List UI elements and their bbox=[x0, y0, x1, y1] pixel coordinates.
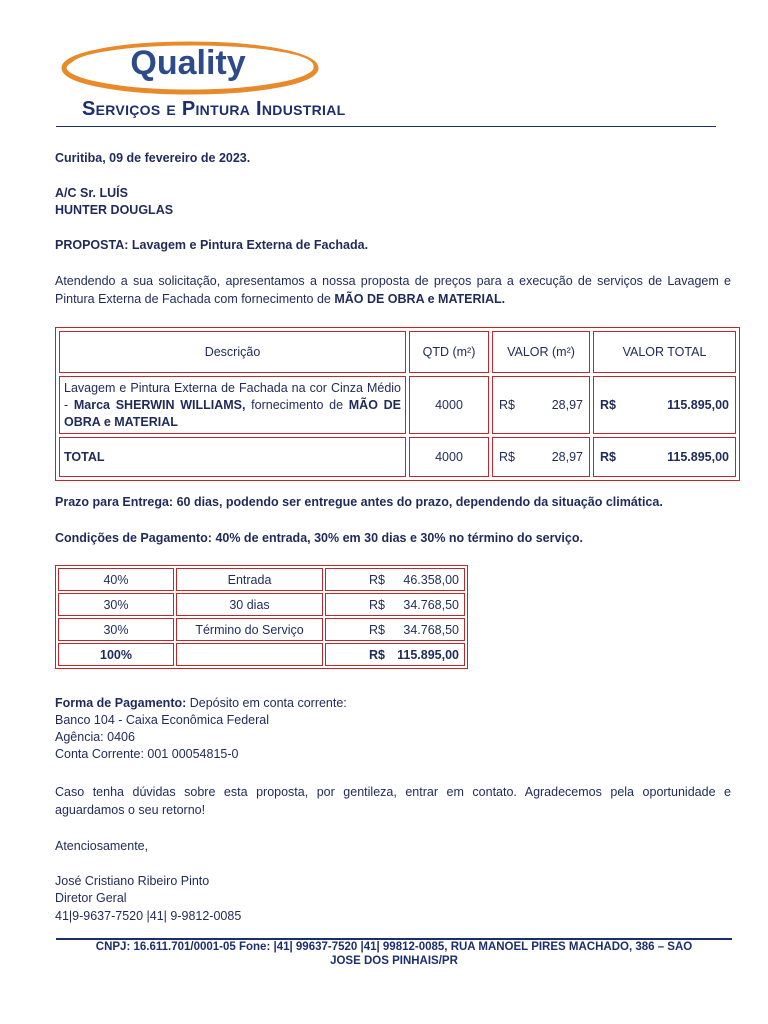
closing-paragraph: Caso tenha dúvidas sobre esta proposta, por gentileza, entrar em contato. Agradecemos pela oportunidade e aguardamos o seu retorno! bbox=[55, 785, 731, 817]
desc-text: fornecimento de bbox=[245, 397, 349, 412]
total-total-value bbox=[593, 437, 736, 477]
signer-name: José Cristiano Ribeiro Pinto bbox=[55, 874, 210, 888]
total-value: 115.895,00 bbox=[667, 450, 729, 464]
header-qty: QTD (m²) bbox=[409, 331, 489, 373]
payment-total-value bbox=[325, 643, 465, 666]
signer-phones: 41|9-9637-7520 |41| 9-9812-0085 bbox=[55, 909, 242, 923]
payment-pct: 30% bbox=[58, 618, 174, 641]
payment-pct: 40% bbox=[58, 568, 174, 591]
payment-pct: 30% bbox=[58, 593, 174, 616]
delivery-terms: Prazo para Entrega: 60 dias, podendo ser entregue antes do prazo, dependendo da situação climática. bbox=[55, 495, 663, 509]
total-label: TOTAL bbox=[59, 437, 406, 477]
table-row bbox=[58, 593, 465, 616]
payment-total-pct: 100% bbox=[58, 643, 174, 666]
payment-conditions: Condições de Pagamento: 40% de entrada, 30% em 30 dias e 30% no término do serviço. bbox=[55, 531, 583, 545]
header-divider bbox=[56, 126, 716, 127]
currency-symbol: R$ bbox=[499, 398, 515, 412]
quote-table bbox=[55, 327, 740, 481]
table-row-total bbox=[59, 437, 736, 477]
amount: 34.768,50 bbox=[403, 622, 459, 637]
currency-symbol: R$ bbox=[369, 572, 385, 587]
payment-table bbox=[55, 565, 468, 669]
recipient-company: HUNTER DOUGLAS bbox=[55, 203, 174, 217]
payment-total-label bbox=[176, 643, 323, 666]
currency-symbol: R$ bbox=[499, 450, 515, 464]
payment-value bbox=[325, 618, 465, 641]
footer-info bbox=[56, 940, 732, 968]
company-subtitle: Serviços e Pintura Industrial bbox=[82, 98, 346, 120]
header-total-value: VALOR TOTAL bbox=[593, 331, 736, 373]
unit-value: 28,97 bbox=[551, 450, 583, 464]
amount: 46.358,00 bbox=[403, 572, 459, 587]
table-row-total bbox=[58, 643, 465, 666]
payment-value bbox=[325, 568, 465, 591]
bank-name: Banco 104 - Caixa Econômica Federal bbox=[55, 713, 270, 727]
total-value: 115.895,00 bbox=[667, 398, 729, 412]
bank-agency: Agência: 0406 bbox=[55, 730, 135, 744]
table-row bbox=[58, 568, 465, 591]
footer-line-1: CNPJ: 16.611.701/0001-05 Fone: |41| 99637-7520 |41| 99812-0085, RUA MANOEL PIRES MACHADO, 386 – SAO bbox=[95, 941, 693, 953]
table-row bbox=[58, 618, 465, 641]
item-unit-value bbox=[492, 376, 590, 434]
payment-label: Entrada bbox=[176, 568, 323, 591]
amount: 115.895,00 bbox=[397, 647, 459, 662]
header-description: Descrição bbox=[59, 331, 406, 373]
currency-symbol: R$ bbox=[369, 597, 385, 612]
desc-text: Lavagem e Pintura Externa de Fachada na cor Cinza Médio - bbox=[64, 380, 401, 412]
quote-table-header bbox=[59, 331, 736, 373]
signer-role: Diretor Geral bbox=[55, 891, 127, 905]
table-row bbox=[59, 376, 736, 434]
attention-line: A/C Sr. LUÍS bbox=[55, 186, 128, 200]
currency-symbol: R$ bbox=[600, 450, 616, 464]
item-qty: 4000 bbox=[409, 376, 489, 434]
intro-paragraph bbox=[55, 273, 731, 308]
currency-symbol: R$ bbox=[369, 622, 385, 637]
amount: 34.768,50 bbox=[403, 597, 459, 612]
total-qty: 4000 bbox=[409, 437, 489, 477]
payment-method-text: Depósito em conta corrente: bbox=[186, 696, 347, 710]
desc-labor-material: MÃO DE OBRA e MATERIAL bbox=[64, 397, 401, 429]
payment-label: Término do Serviço bbox=[176, 618, 323, 641]
proposal-title: PROPOSTA: Lavagem e Pintura Externa de Fachada. bbox=[55, 238, 369, 252]
currency-symbol: R$ bbox=[600, 398, 616, 412]
payment-label: 30 dias bbox=[176, 593, 323, 616]
header-unit-value: VALOR (m²) bbox=[492, 331, 590, 373]
intro-text: Atendendo a sua solicitação, apresentamos a nossa proposta de preços para a execução de serviços de Lavagem e Pintura Externa de Fachada com fornecimento de bbox=[55, 274, 731, 306]
item-total-value bbox=[593, 376, 736, 434]
letter-date: Curitiba, 09 de fevereiro de 2023. bbox=[55, 151, 251, 165]
total-unit-value bbox=[492, 437, 590, 477]
regards: Atenciosamente, bbox=[55, 839, 149, 853]
intro-bold: MÃO DE OBRA e MATERIAL. bbox=[334, 291, 506, 306]
unit-value: 28,97 bbox=[551, 398, 583, 412]
bank-account: Conta Corrente: 001 00054815-0 bbox=[55, 747, 239, 761]
logo-text: Quality bbox=[130, 44, 246, 82]
payment-value bbox=[325, 593, 465, 616]
company-logo bbox=[60, 36, 330, 96]
item-description bbox=[59, 376, 406, 434]
payment-method bbox=[55, 695, 347, 712]
footer-line-2: JOSE DOS PINHAIS/PR bbox=[330, 955, 458, 967]
payment-method-label: Forma de Pagamento: bbox=[55, 696, 187, 710]
currency-symbol: R$ bbox=[369, 647, 385, 662]
desc-brand: Marca SHERWIN WILLIAMS, bbox=[73, 397, 246, 412]
